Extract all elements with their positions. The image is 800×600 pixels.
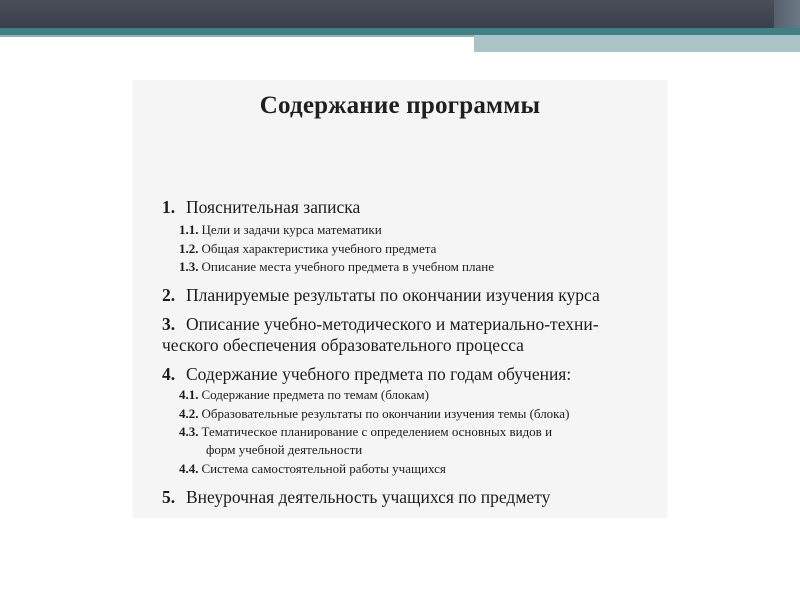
accent-stripe-light: [474, 35, 800, 52]
list-item: 1. Пояснительная записка: [162, 197, 361, 217]
list-subitem: 1.1. Цели и задачи курса математики: [179, 222, 382, 237]
list-item-continuation: ческого обеспечения образовательного процесса: [162, 335, 524, 355]
list-item: 3. Описание учебно-методического и материально-техни-: [162, 314, 599, 334]
list-subitem-continuation: форм учебной деятельности: [206, 442, 363, 457]
list-item: 2. Планируемые результаты по окончании изучения курса: [162, 285, 600, 305]
content-image: [133, 80, 667, 518]
list-subitem: 1.3. Описание места учебного предмета в учебном плане: [179, 259, 494, 274]
list-item: 5. Внеурочная деятельность учащихся по предмету: [162, 487, 551, 507]
list-subitem: 1.2. Общая характеристика учебного предмета: [179, 241, 437, 256]
list-item: 4. Содержание учебного предмета по годам обучения:: [162, 364, 572, 384]
list-subitem: 4.2. Образовательные результаты по окончании изучения темы (блока): [179, 406, 570, 421]
header-bar: [0, 0, 800, 28]
list-subitem: 4.3. Тематическое планирование с определением основных видов и: [179, 424, 553, 439]
page-title: Содержание программы: [259, 92, 541, 119]
list-subitem: 4.1. Содержание предмета по темам (блокам): [179, 387, 429, 402]
header-corner: [774, 0, 800, 28]
accent-stripe: [0, 28, 800, 35]
list-subitem: 4.4. Система самостоятельной работы учащихся: [179, 461, 446, 476]
accent-stripe-thin: [0, 35, 474, 37]
